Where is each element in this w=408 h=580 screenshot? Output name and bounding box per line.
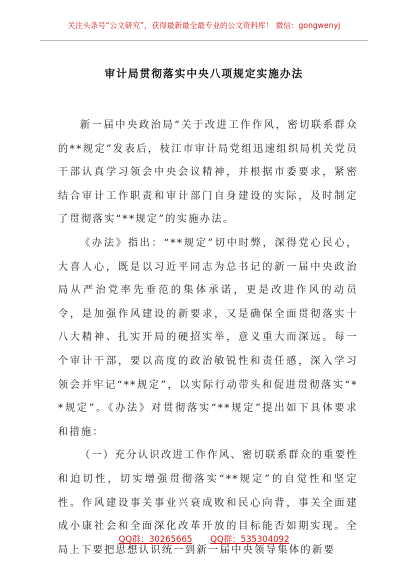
footer-qq-group-1[interactable]: QQ群：30265665	[118, 535, 193, 545]
document-title: 审计局贯彻落实中央八项规定实施办法	[104, 68, 304, 80]
footer-qq-group-2[interactable]: QQ群：535304092	[210, 535, 290, 545]
paragraph-3: （一）充分认识改进工作作风、密切联系群众的重要性和迫切性，切实增强贯彻落实“**规定”的自觉性和坚定性。作风建设事关事业兴衰成败和民心向背，事关全面建成小康社会和全面深化改革开放的目标能否如期实现。全局上下要把思想认识统一到新一届中央领导集体的新要	[58, 450, 358, 556]
header-notice: 关注头条号“公文研究”，获得最新最全最专业的公文资料库！ 微信：gongwenyj	[67, 21, 341, 30]
header-divider	[40, 40, 368, 41]
footer-contact	[0, 533, 408, 545]
paragraph-1: 新一届中央政治局“关于改进工作作风，密切联系群众的**规定”发表后，枝江市审计局党组迅速组织局机关党员干部认真学习领会中央会议精神，并根据市委要求，紧密结合审计工作职责和审计部门自身建设的实际，及时制定了贯彻落实“**规定”的实施办法。	[58, 120, 358, 226]
paragraph-2: 《办法》指出：“**规定”切中时弊，深得党心民心，大喜人心，既是以习近平同志为总书记的新一届中央政治局从严治党率先垂范的集体承诺，更是改进作风的动员令，是加强作风建设的新要求，又是确保全面贯彻落实十八大精神、扎实开局的硬招实举，意义重大而深远。每一个审计干部，要以高度的政治敏锐性和责任感，深入学习领会并牢记“**规定”，以实际行动带头和促进贯彻落实“**规定”。《办法》对贯彻落实“**规定”提出如下具体要求和措施：	[58, 237, 358, 438]
document-body	[58, 114, 358, 562]
